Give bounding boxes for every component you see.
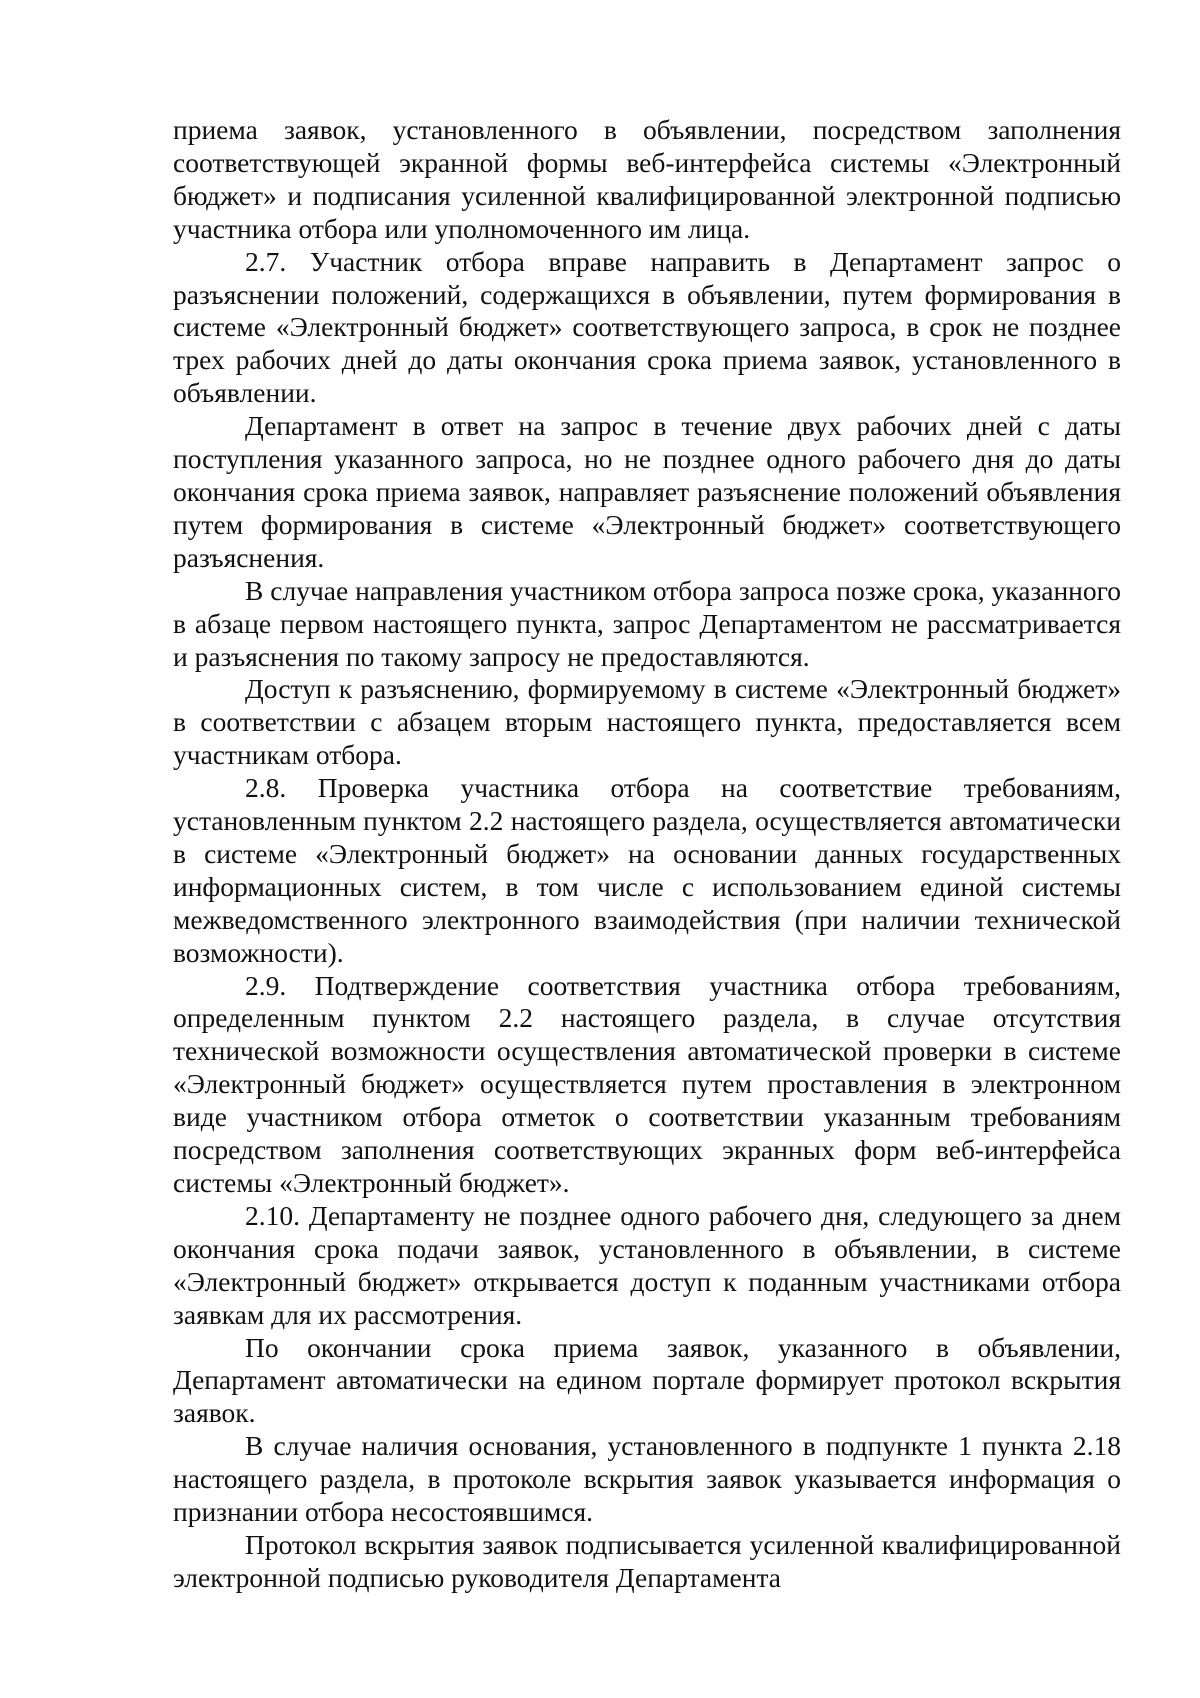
paragraph-opening-protocol: По окончании срока приема заявок, указанного в объявлении, Департамент автоматически на едином портале формирует протокол вскрытия заявок. bbox=[173, 1331, 1121, 1429]
paragraph-failed-selection: В случае наличия основания, установленного в подпункте 1 пункта 2.18 настоящего раздела, в протоколе вскрытия заявок указывается информация о признании отбора несостоявшимся. bbox=[173, 1430, 1121, 1528]
paragraph-continuation: приема заявок, установленного в объявлении, посредством заполнения соответствующей экранной формы веб-интерфейса системы «Электронный бюджет» и подписания усиленной квалифицированной электронной подписью участника отбора или уполномоченного им лица. bbox=[173, 114, 1121, 244]
document-body bbox=[173, 114, 1121, 1595]
paragraph-2-8: 2.8. Проверка участника отбора на соответствие требованиям, установленным пунктом 2.2 настоящего раздела, осуществляется автоматически в системе «Электронный бюджет» на основании данных государственных информационных систем, в том числе с использованием единой системы межведомственного электронного взаимодействия (при наличии технической возможности). bbox=[173, 772, 1121, 968]
paragraph-2-10: 2.10. Департаменту не позднее одного рабочего дня, следующего за днем окончания срока подачи заявок, установленного в объявлении, в системе «Электронный бюджет» открывается доступ к поданным участниками отбора заявкам для их рассмотрения. bbox=[173, 1199, 1121, 1330]
paragraph-2-7: 2.7. Участник отбора вправе направить в Департамент запрос о разъяснении положений, содержащихся в объявлении, путем формирования в системе «Электронный бюджет» соответствующего запроса, в срок не позднее трех рабочих дней до даты окончания срока приема заявок, установленного в объявлении. bbox=[173, 245, 1121, 409]
paragraph-2-9: 2.9. Подтверждение соответствия участника отбора требованиям, определенным пунктом 2.2 настоящего раздела, в случае отсутствия технической возможности осуществления автоматической проверки в системе «Электронный бюджет» осуществляется путем проставления в электронном виде участником отбора отметок о соответствии указанным требованиям посредством заполнения соответствующих экранных форм веб-интерфейса системы «Электронный бюджет». bbox=[173, 969, 1121, 1198]
paragraph-protocol-signing: Протокол вскрытия заявок подписывается усиленной квалифицированной электронной подписью руководителя Департамента bbox=[173, 1528, 1121, 1593]
paragraph-access-clarification: Доступ к разъяснению, формируемому в системе «Электронный бюджет» в соответствии с абзацем вторым настоящего пункта, предоставляется всем участникам отбора. bbox=[173, 673, 1121, 771]
paragraph-department-response: Департамент в ответ на запрос в течение двух рабочих дней с даты поступления указанного запроса, но не позднее одного рабочего дня до даты окончания срока приема заявок, направляет разъяснение положений объявления путем формирования в системе «Электронный бюджет» соответствующего разъяснения. bbox=[173, 410, 1121, 573]
paragraph-late-request: В случае направления участником отбора запроса позже срока, указанного в абзаце первом настоящего пункта, запрос Департаментом не рассматривается и разъяснения по такому запросу не предоставляются. bbox=[173, 574, 1121, 672]
